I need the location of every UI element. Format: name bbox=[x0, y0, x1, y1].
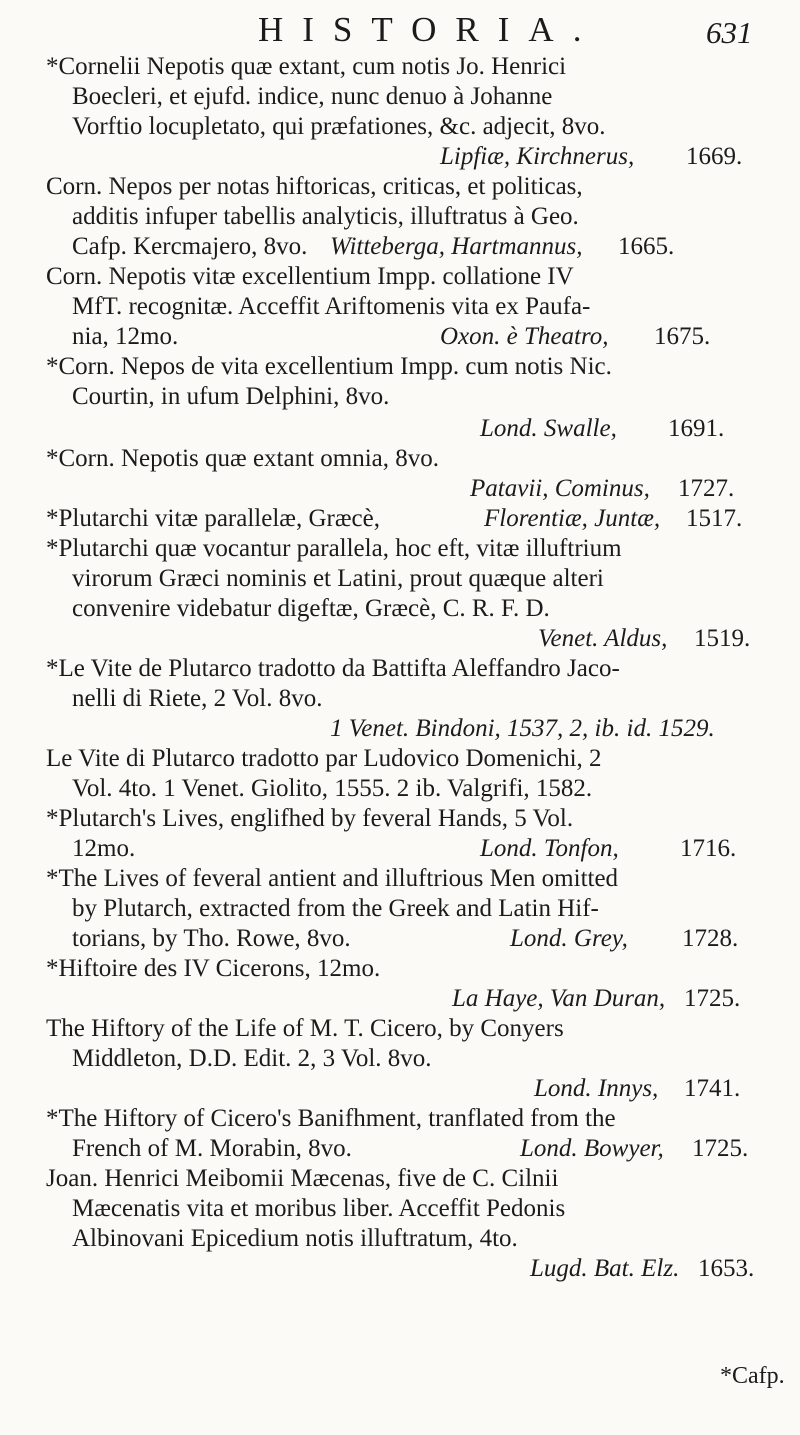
entry-imprint: Lond. Bowyer, bbox=[520, 1135, 664, 1162]
entry-imprint: Lugd. Bat. Elz. bbox=[530, 1255, 680, 1282]
entry-imprint: Lipfiæ, Kirchnerus, bbox=[440, 143, 635, 170]
entry-line: convenire videbatur digeftæ, Græcè, C. R. F. D. bbox=[72, 595, 550, 622]
entry-imprint: Venet. Aldus, bbox=[538, 625, 668, 652]
entry-line: *The Lives of feveral antient and illuftrious Men omitted bbox=[46, 865, 619, 892]
entry-imprint: Lond. Innys, bbox=[534, 1075, 659, 1102]
entry-year: 1519. bbox=[694, 625, 751, 652]
entry-line: Courtin, in ufum Delphini, 8vo. bbox=[72, 383, 390, 410]
entry-line: The Hiftory of the Life of M. T. Cicero, by Conyers bbox=[46, 1015, 564, 1042]
entry-line: *Cornelii Nepotis quæ extant, cum notis Jo. Henrici bbox=[46, 53, 567, 80]
entry-line: Corn. Nepotis vitæ excellentium Impp. collatione IV bbox=[46, 263, 574, 290]
entry-line: nia, 12mo. bbox=[72, 323, 179, 350]
entry-year: 1741. bbox=[684, 1075, 741, 1102]
entry-line: *Corn. Nepotis quæ extant omnia, 8vo. bbox=[46, 445, 440, 472]
running-header bbox=[0, 10, 800, 50]
entry-line: Le Vite di Plutarco tradotto par Ludovico Domenichi, 2 bbox=[46, 745, 602, 772]
entry-imprint: Oxon. è Theatro, bbox=[440, 323, 609, 350]
entry-year: 1691. bbox=[668, 415, 725, 442]
entry-line: Joan. Henrici Meibomii Mæcenas, five de C. Cilnii bbox=[46, 1165, 559, 1192]
entry-line: virorum Græci nominis et Latini, prout quæque alteri bbox=[72, 565, 604, 592]
entry-line: *Corn. Nepos de vita excellentium Impp. cum notis Nic. bbox=[46, 353, 612, 380]
entry-line: *Le Vite de Plutarco tradotto da Battifta Aleffandro Jaco- bbox=[46, 655, 620, 682]
entry-line: Albinovani Epicedium notis illuftratum, 4to. bbox=[72, 1225, 518, 1252]
entry-year: 1725. bbox=[692, 1135, 749, 1162]
entry-line: Mæcenatis vita et moribus liber. Acceffit Pedonis bbox=[72, 1195, 566, 1222]
running-title: HISTORIA. bbox=[258, 10, 601, 49]
entry-line: Corn. Nepos per notas hiftoricas, criticas, et politicas, bbox=[46, 173, 583, 200]
entry-imprint: La Haye, Van Duran, bbox=[452, 985, 666, 1012]
entry-line: *Hiftoire des IV Cicerons, 12mo. bbox=[46, 955, 381, 982]
entry-imprint: Lond. Swalle, bbox=[480, 415, 617, 442]
entry-year: 1728. bbox=[682, 925, 739, 952]
entry-line: torians, by Tho. Rowe, 8vo. bbox=[72, 925, 351, 952]
entry-line: *The Hiftory of Cicero's Banifhment, tranflated from the bbox=[46, 1105, 616, 1132]
entry-line: MfT. recognitæ. Acceffit Ariftomenis vita ex Paufa- bbox=[72, 293, 591, 320]
entry-line: by Plutarch, extracted from the Greek and Latin Hif- bbox=[72, 895, 599, 922]
entry-line: additis infuper tabellis analyticis, illuftratus à Geo. bbox=[72, 203, 579, 230]
entry-line: *Plutarch's Lives, englifhed by feveral Hands, 5 Vol. bbox=[46, 805, 574, 832]
page-number: 631 bbox=[706, 15, 753, 50]
entry-line: Vol. 4to. 1 Venet. Giolito, 1555. 2 ib. Valgrifi, 1582. bbox=[72, 775, 593, 802]
entry-year: 1665. bbox=[618, 233, 675, 260]
entry-line: Vorftio locupletato, qui præfationes, &c. adjecit, 8vo. bbox=[72, 113, 606, 140]
entry-imprint: Patavii, Cominus, bbox=[470, 475, 650, 502]
entry-year: 1727. bbox=[678, 475, 735, 502]
entry-line: Boecleri, et ejufd. indice, nunc denuo à Johanne bbox=[72, 83, 553, 110]
entry-line: 12mo. bbox=[72, 835, 136, 862]
entry-imprint: Lond. Grey, bbox=[510, 925, 628, 952]
entry-line: Middleton, D.D. Edit. 2, 3 Vol. 8vo. bbox=[72, 1045, 432, 1072]
entry-line: nelli di Riete, 2 Vol. 8vo. bbox=[72, 685, 323, 712]
entry-year: 1675. bbox=[654, 323, 711, 350]
entry-imprint: Florentiæ, Juntæ, bbox=[484, 505, 661, 532]
entry-line: *Plutarchi vitæ parallelæ, Græcè, bbox=[46, 505, 380, 532]
entry-line: *Plutarchi quæ vocantur parallela, hoc eft, vitæ illuftrium bbox=[46, 535, 622, 562]
entry-year: 1716. bbox=[680, 835, 737, 862]
entry-year: 1725. bbox=[684, 985, 741, 1012]
entry-imprint: Witteberga, Hartmannus, bbox=[330, 233, 583, 260]
entry-line: 1 Venet. Bindoni, 1537, 2, ib. id. 1529. bbox=[330, 715, 715, 742]
entry-imprint: Lond. Tonfon, bbox=[480, 835, 619, 862]
entry-year: 1653. bbox=[698, 1255, 755, 1282]
catchword: *Cafp. bbox=[720, 1363, 785, 1389]
entry-line: Cafp. Kercmajero, 8vo. bbox=[72, 233, 308, 260]
entry-year: 1669. bbox=[686, 143, 743, 170]
entry-year: 1517. bbox=[686, 505, 743, 532]
entry-line: French of M. Morabin, 8vo. bbox=[72, 1135, 352, 1162]
